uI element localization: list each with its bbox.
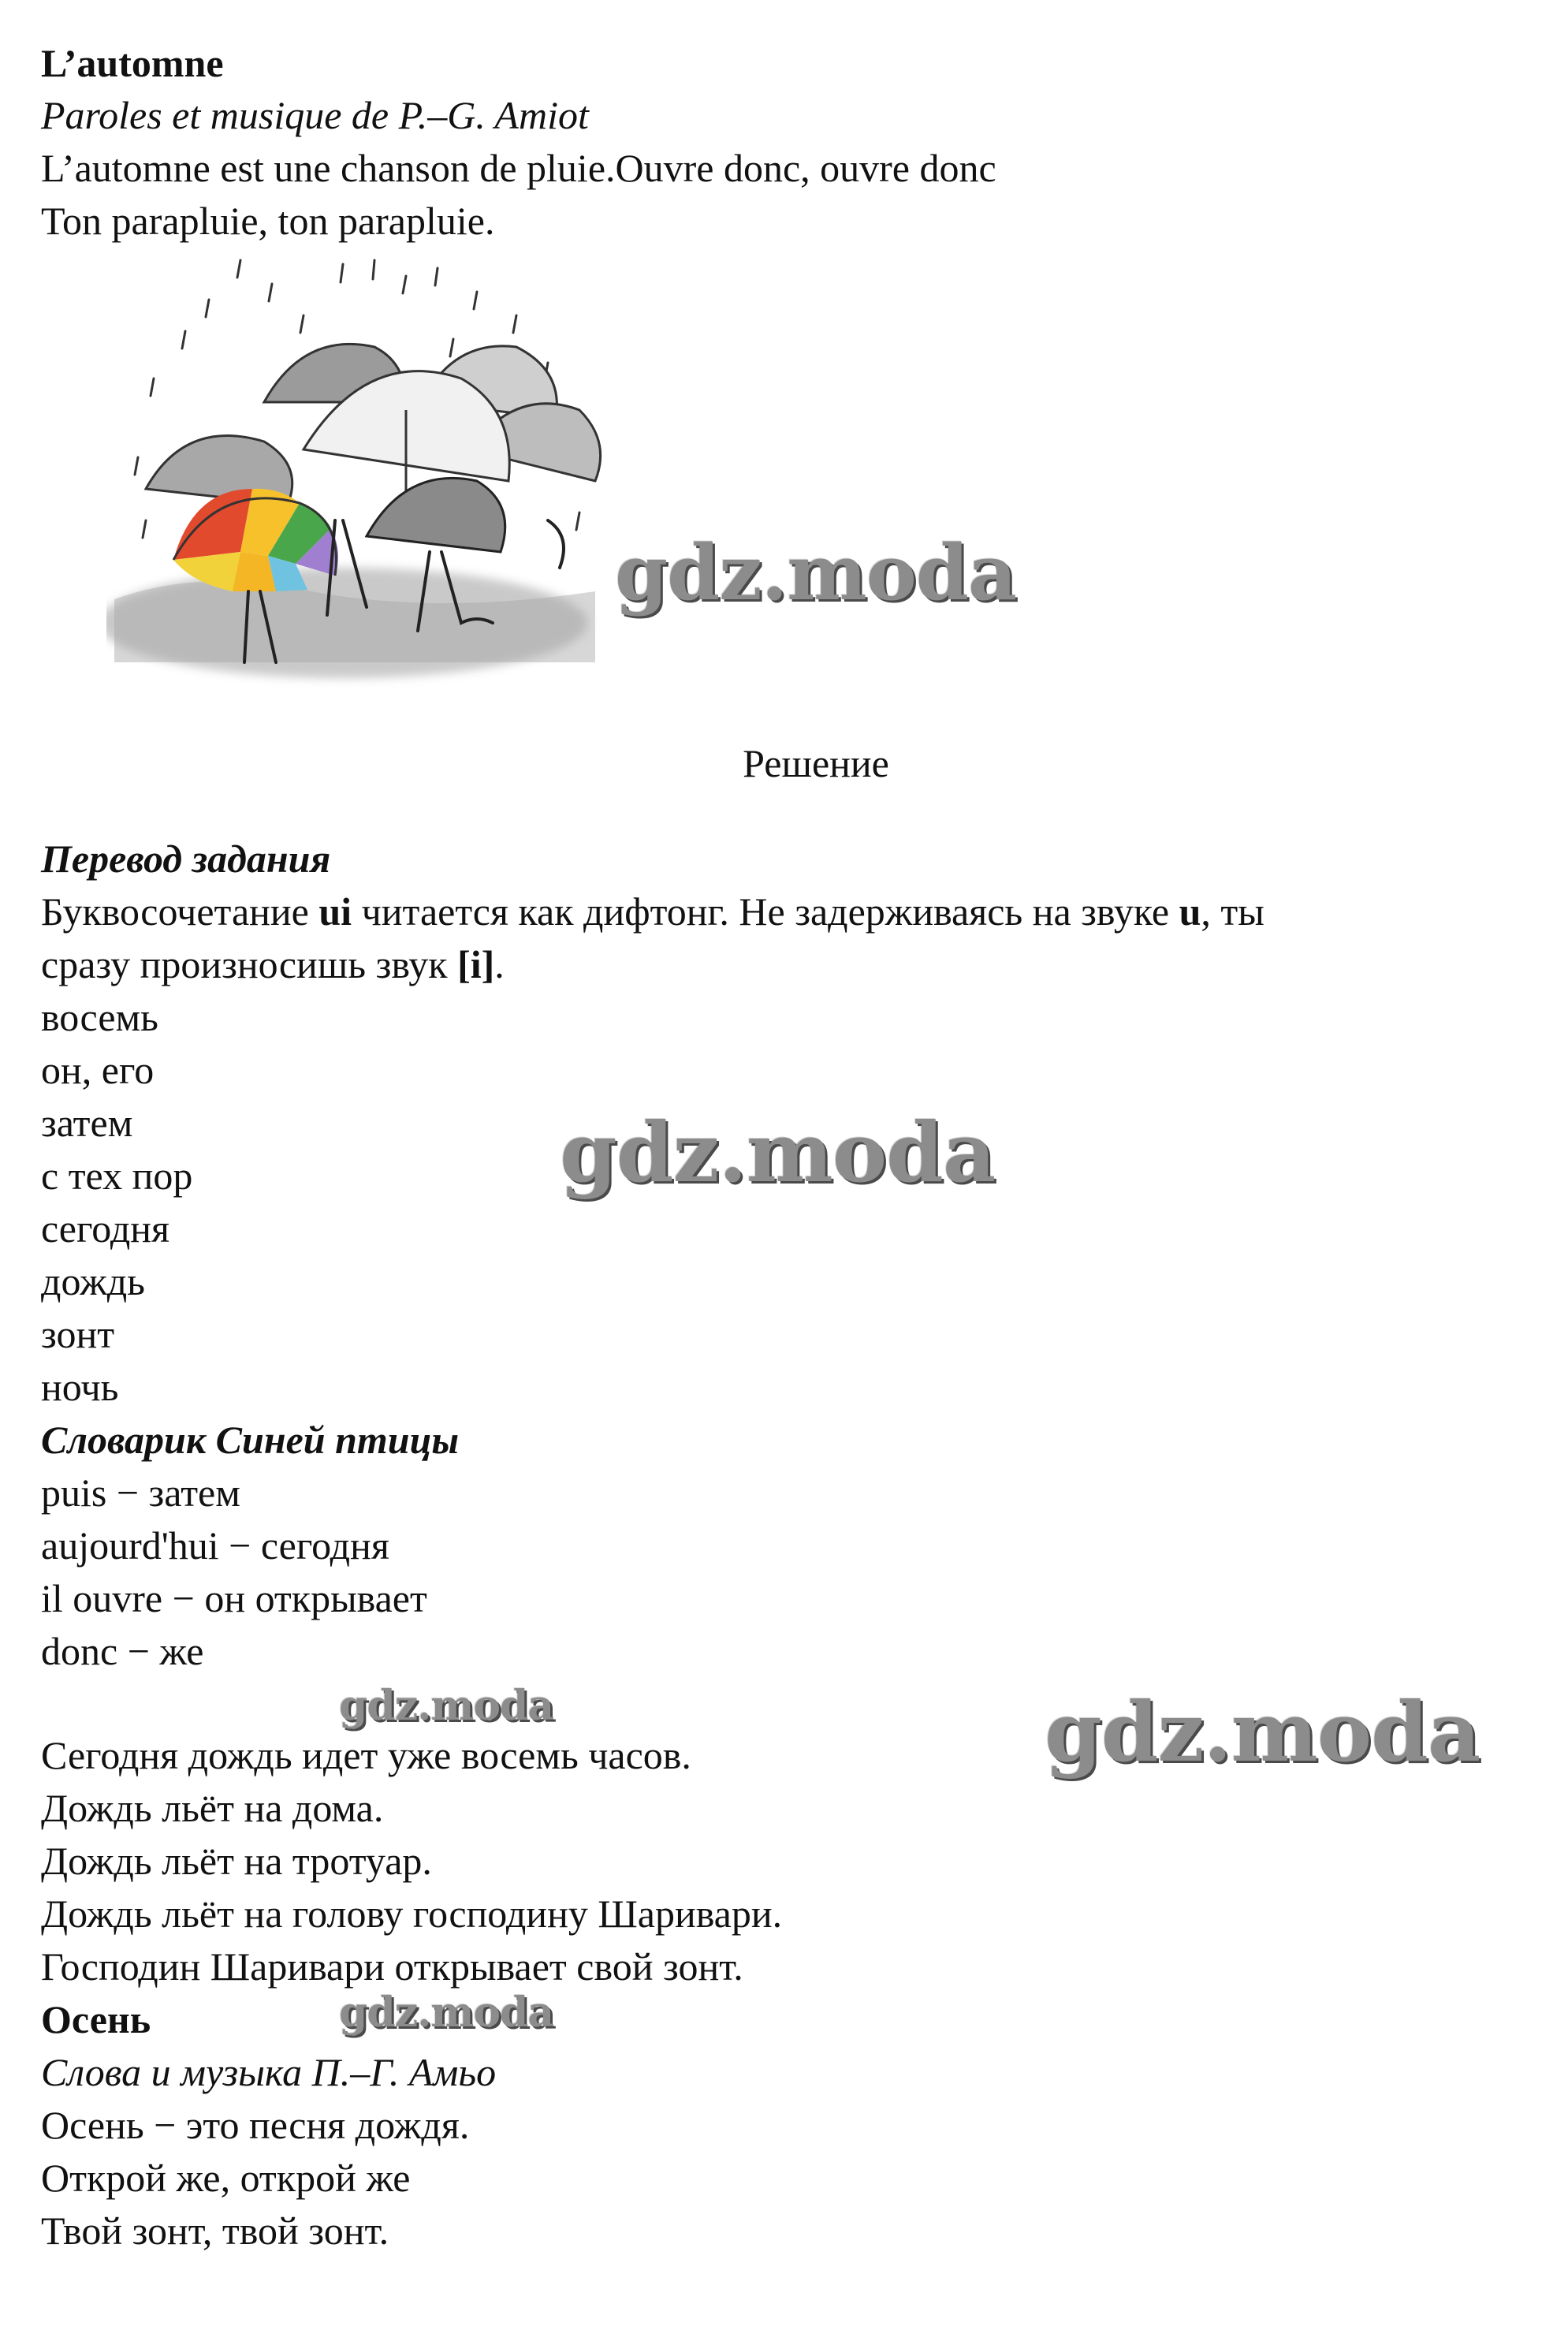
- word-item: дождь: [41, 1259, 145, 1303]
- bold-run: [i]: [457, 942, 495, 986]
- song-title: L’automne: [41, 41, 224, 85]
- solution-heading: Решение: [743, 741, 889, 785]
- song-ru-title: Осень: [41, 1997, 151, 2041]
- word-item: зонт: [41, 1312, 115, 1356]
- text-run: , ты: [1201, 889, 1264, 934]
- song-ru-line: Твой зонт, твой зонт.: [41, 2209, 389, 2253]
- translation-heading: Перевод задания: [41, 837, 331, 881]
- word-item: он, его: [41, 1048, 155, 1092]
- word-item: восемь: [41, 995, 158, 1039]
- song-ru-subtitle: Слова и музыка П.–Г. Амьо: [41, 2050, 497, 2094]
- bold-run: ui: [318, 889, 352, 934]
- text-run: сразу произносишь звук: [41, 942, 458, 986]
- story-line: Дождь льёт на тротуар.: [41, 1839, 432, 1883]
- dictionary-item: il ouvre − он открывает: [41, 1576, 427, 1620]
- word-item: сегодня: [41, 1206, 170, 1251]
- word-item: ночь: [41, 1365, 119, 1409]
- dictionary-item: aujourd'hui − сегодня: [41, 1523, 389, 1568]
- story-line: Дождь льёт на голову господину Шаривари.: [41, 1892, 783, 1936]
- watermark-text: gdz.moda: [560, 1104, 996, 1201]
- song-line-2: Ton parapluie, ton parapluie.: [41, 199, 495, 243]
- song-ru-line: Открой же, открой же: [41, 2156, 411, 2200]
- rain-umbrellas-illustration: [106, 252, 611, 694]
- text-run: Буквосочетание: [41, 889, 319, 934]
- text-run: читается как дифтонг. Не задерживаясь на звуке: [352, 889, 1179, 934]
- story-line: Дождь льёт на дома.: [41, 1786, 384, 1830]
- translation-paragraph-line-1: [41, 885, 1264, 938]
- watermark-text: gdz.moda: [615, 528, 1017, 617]
- song-ru-line: Осень − это песня дождя.: [41, 2103, 470, 2147]
- word-item: затем: [41, 1101, 133, 1145]
- dictionary-item: puis − затем: [41, 1471, 240, 1515]
- story-line: Сегодня дождь идет уже восемь часов.: [41, 1733, 691, 1777]
- watermark-text: gdz.moda: [339, 1989, 554, 2037]
- watermark-text: gdz.moda: [339, 1682, 554, 1730]
- dictionary-heading: Словарик Синей птицы: [41, 1418, 460, 1462]
- story-line: Господин Шаривари открывает свой зонт.: [41, 1944, 743, 1989]
- word-item: с тех пор: [41, 1154, 193, 1198]
- song-subtitle: Paroles et musique de P.–G. Amiot: [41, 93, 589, 137]
- watermark-text: gdz.moda: [1045, 1683, 1480, 1780]
- song-line-1: L’automne est une chanson de pluie.Ouvre donc, ouvre donc: [41, 146, 996, 190]
- text-run: .: [494, 942, 505, 986]
- translation-paragraph-line-2: [41, 938, 505, 990]
- dictionary-item: donc − же: [41, 1629, 204, 1673]
- bold-run: u: [1179, 889, 1201, 934]
